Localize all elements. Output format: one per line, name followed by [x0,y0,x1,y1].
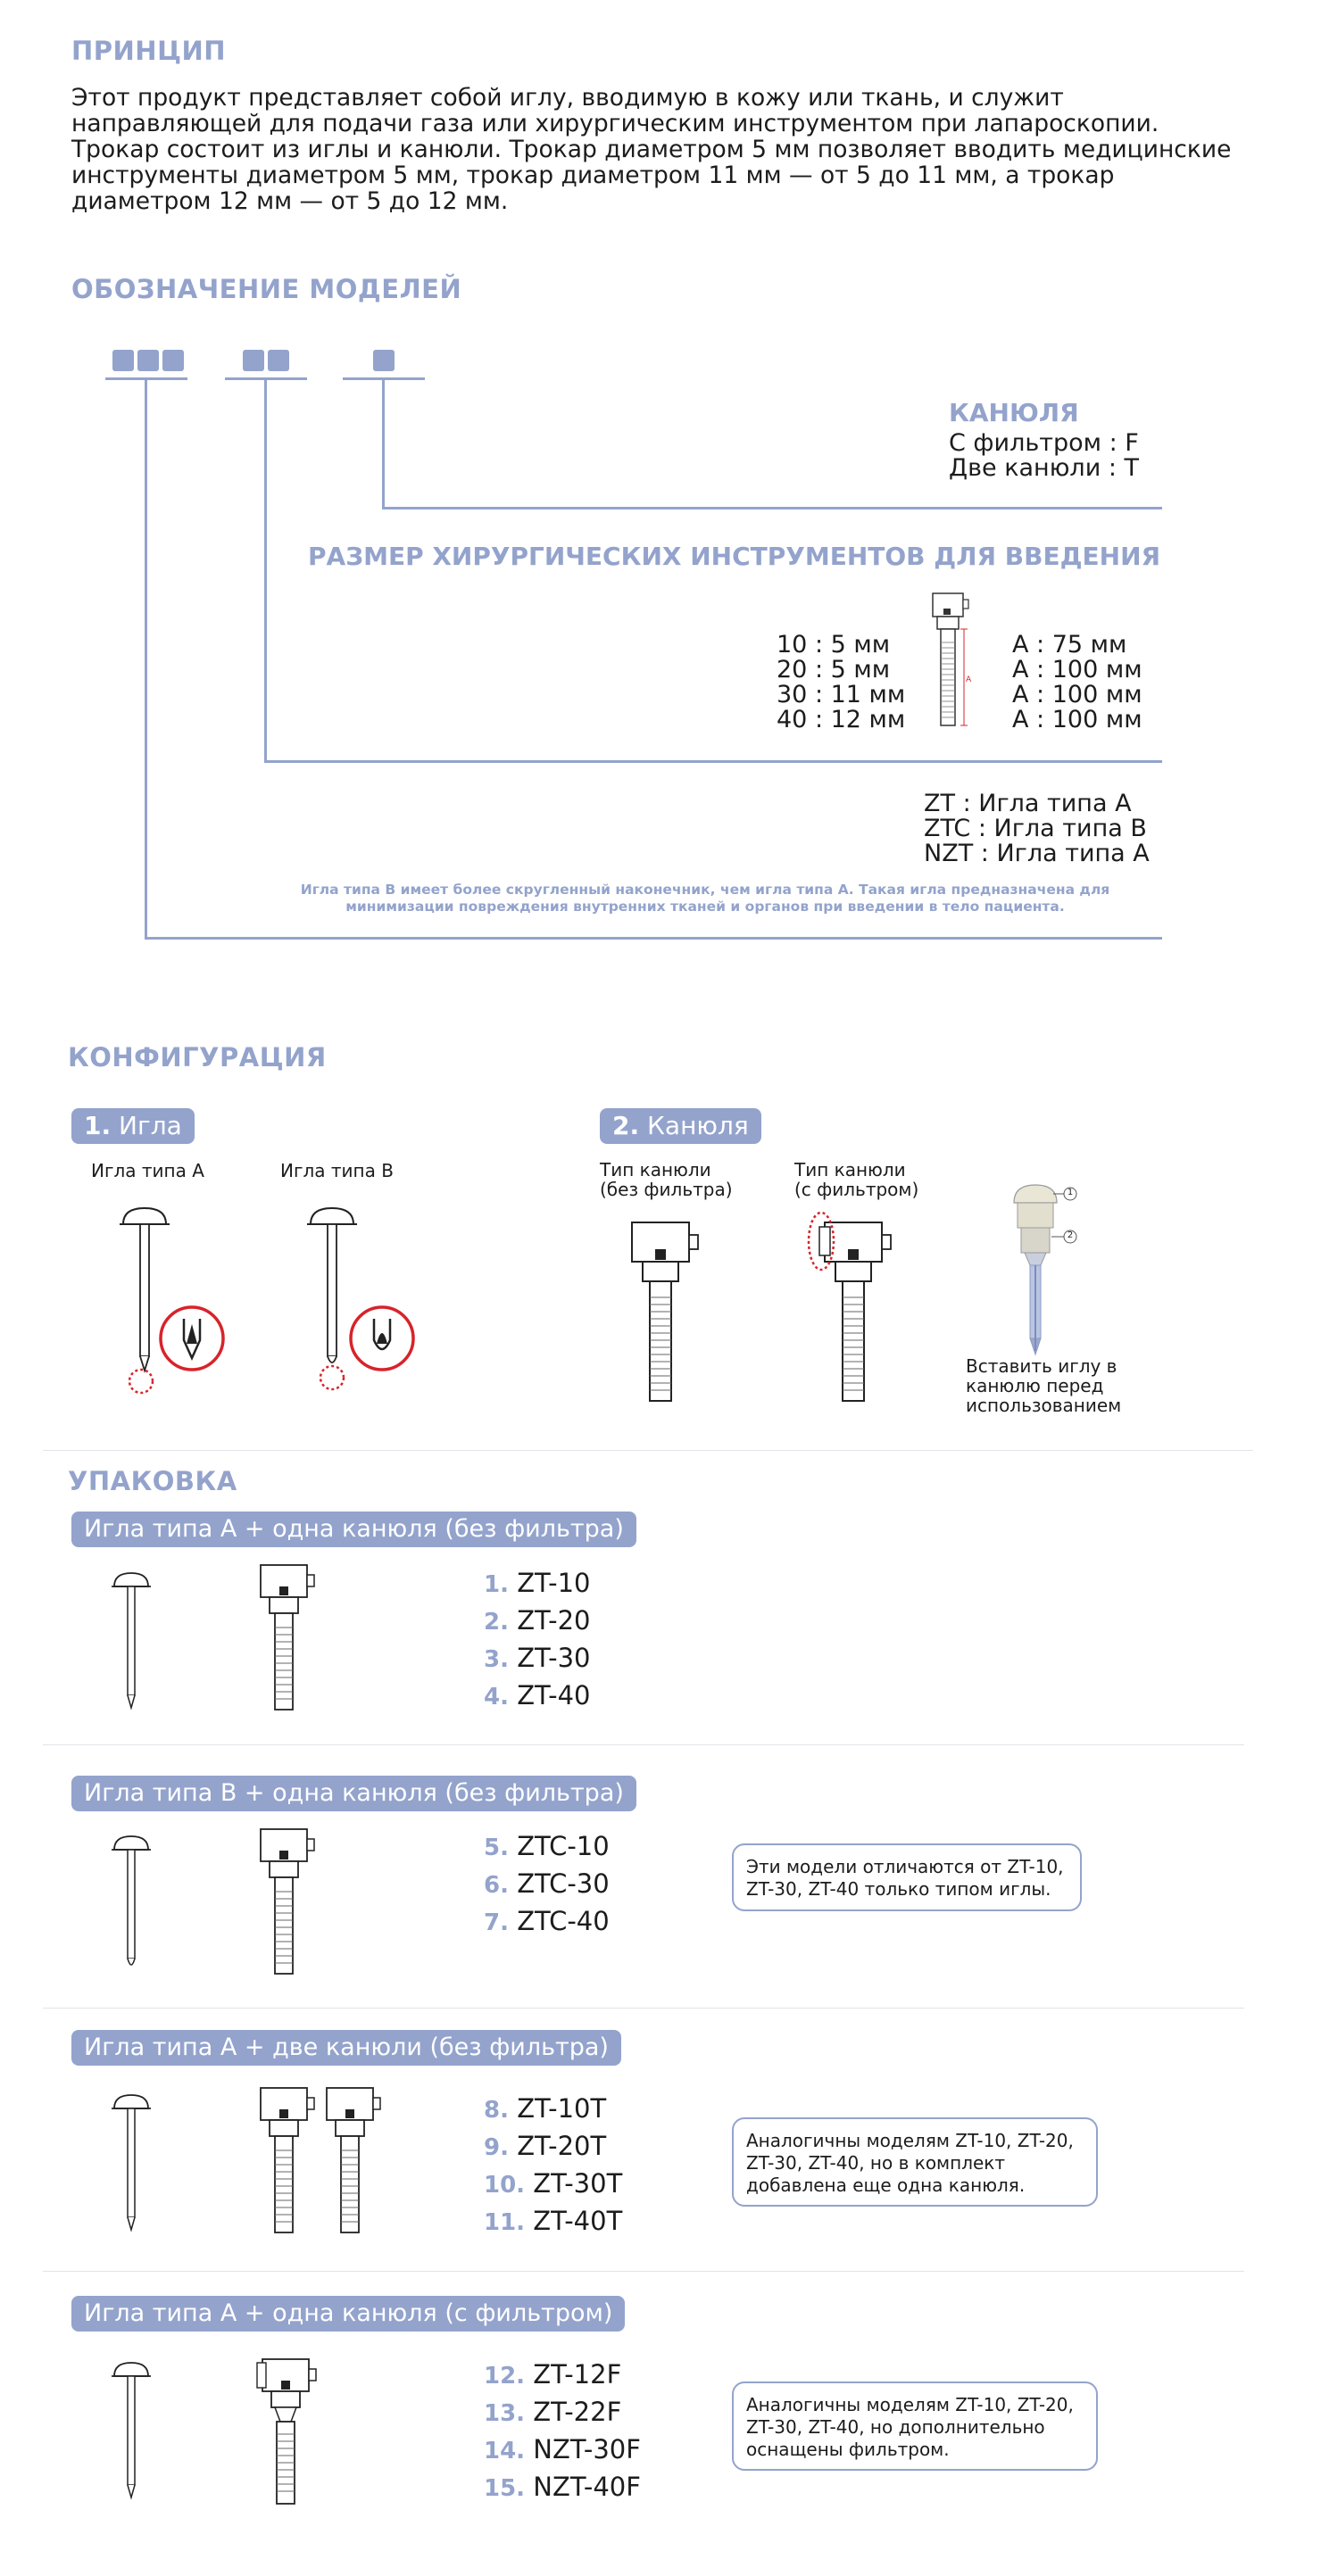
needle-a-label: Игла типа А [91,1160,204,1181]
cannula-pill-label: Канюля [647,1111,749,1140]
model-item [484,1868,610,1899]
needle-type-note: Игла типа В имеет более скругленный наконечник, чем игла типа А. Такая игла предназначена для минимизации повреждения внутренних тканей и органов при введении в тело пациента. [300,882,1110,915]
length-entry: А : 100 мм [1012,706,1142,733]
cannula-icon [255,1563,327,1713]
model-code: ZT-10 [517,1568,591,1598]
cannula-no-filter-label: Тип канюли (без фильтра) [600,1159,733,1200]
needle-type-line: ZTC : Игла типа В [924,815,1147,842]
size-entry: 30 : 11 мм [777,681,906,708]
package-note: Эти модели отличаются от ZT-10, ZT-30, ZT-40 только типом иглы. [732,1843,1082,1911]
needle-type-line: NZT : Игла типа А [924,840,1150,867]
model-number: 7. [484,1909,509,1936]
cannula-icon [321,2086,393,2236]
package-group-title: Игла типа А + одна канюля (с фильтром) [71,2296,625,2332]
model-number: 1. [484,1571,509,1598]
model-number: 9. [484,2134,509,2161]
model-number: 5. [484,1835,509,1861]
model-number: 2. [484,1609,509,1636]
model-number: 6. [484,1872,509,1899]
needle-b-icon [111,1834,155,1976]
packaging-title: УПАКОВКА [68,1466,237,1496]
package-group-title: Игла типа В + одна канюля (без фильтра) [71,1776,636,1811]
model-item [484,2131,606,2161]
size-entry: 40 : 12 мм [777,706,906,733]
length-entry: А : 100 мм [1012,656,1142,683]
model-code: NZT-40F [533,2472,641,2502]
section-divider [43,1744,1244,1745]
model-item [484,2168,622,2199]
code-box [112,350,134,371]
cannula-filter-label: Тип канюли (с фильтром) [794,1159,919,1200]
cannula-pill [600,1108,761,1144]
cannula-pill-number: 2. [612,1111,640,1140]
model-code: ZT-30T [533,2168,623,2199]
code-box [137,350,159,371]
section-divider [43,2271,1244,2272]
model-item [484,2093,606,2124]
needle-type-line: ZT : Игла типа А [924,790,1132,817]
needle-b-label: Игла типа В [280,1160,394,1181]
length-entry: А : 100 мм [1012,681,1142,708]
length-entry: А : 75 мм [1012,631,1127,658]
designation-title: ОБОЗНАЧЕНИЕ МОДЕЛЕЙ [71,274,462,304]
package-group-title: Игла типа А + одна канюля (без фильтра) [71,1512,636,1547]
needle-b-drawing [303,1205,420,1401]
model-code: ZT-40T [533,2206,623,2236]
package-note: Аналогичны моделям ZT-10, ZT-20, ZT-30, ZT-40, но в комплект добавлена еще одна канюля. [732,2117,1098,2207]
model-number: 13. [484,2400,526,2427]
cannula-designation-line: Две канюли : T [949,454,1139,482]
needle-a-drawing [116,1205,232,1401]
model-code: ZTC-10 [517,1831,610,1861]
connector-line [264,760,1162,763]
model-number: 8. [484,2097,509,2124]
connector-line [145,378,147,939]
model-number: 4. [484,1684,509,1710]
model-code: ZT-30 [517,1643,591,1673]
size-designation-title: РАЗМЕР ХИРУРГИЧЕСКИХ ИНСТРУМЕНТОВ ДЛЯ ВВЕДЕНИЯ [308,542,1161,571]
model-code: ZT-10T [517,2093,607,2124]
model-item [484,1831,610,1861]
code-box [268,350,289,371]
needle-a-icon [111,2360,155,2503]
connector-line [264,378,267,762]
assembled-trocar-image [1009,1180,1107,1358]
marker-2-label: 2 [1067,1230,1074,1240]
connector-line [382,507,1162,509]
model-item [484,1680,590,1710]
model-item [484,1906,610,1936]
model-item [484,2359,621,2390]
model-number: 3. [484,1646,509,1673]
model-number: 12. [484,2363,526,2390]
model-item [484,2206,622,2236]
model-code: ZT-40 [517,1680,591,1710]
cannula-filter-drawing [803,1207,910,1408]
model-code: ZTC-30 [517,1868,610,1899]
model-code: ZTC-40 [517,1906,610,1936]
cannula-filter-icon [250,2354,330,2510]
model-code: ZT-20T [517,2131,607,2161]
model-item [484,1605,590,1636]
section-divider [43,2008,1244,2009]
needle-pill [71,1108,195,1144]
model-item [484,1568,590,1598]
package-note: Аналогичны моделям ZT-10, ZT-20, ZT-30, ZT-40, но дополнительно оснащены фильтром. [732,2381,1098,2471]
size-entry: 10 : 5 мм [777,631,891,658]
model-number: 11. [484,2209,526,2236]
model-item [484,2434,641,2464]
cannula-designation-title: КАНЮЛЯ [949,398,1079,427]
section-divider [43,1450,1253,1451]
model-number: 14. [484,2438,526,2464]
code-box [162,350,184,371]
dimension-label: A [966,675,972,684]
model-number: 10. [484,2172,526,2199]
configuration-title: КОНФИГУРАЦИЯ [68,1042,327,1073]
needle-pill-label: Игла [119,1111,182,1140]
cannula-icon [255,1827,327,1977]
cannula-icon [255,2086,327,2236]
model-item [484,2397,621,2427]
principle-text: Этот продукт представляет собой иглу, вводимую в кожу или ткань, и служит направляющей для подачи газа или хирургическим инструментом при лапароскопии. Трокар состоит из иглы и канюли. Трокар диаметром 5 мм позволяет вводить медицинские инструменты диаметром 5 мм, трокар диаметром 11 мм — от 5 до 11 мм, а трокар диаметром 12 мм — от 5 до 12 мм. [71,84,1232,215]
trocar-dimension-drawing [919,589,973,732]
model-code: ZT-12F [533,2359,622,2390]
model-code: ZT-20 [517,1605,591,1636]
code-box [373,350,395,371]
model-number: 15. [484,2475,526,2502]
cannula-no-filter-drawing [625,1221,714,1408]
model-code: ZT-22F [533,2397,622,2427]
model-item [484,1643,590,1673]
connector-line [145,937,1162,940]
insert-needle-text: Вставить иглу в канюлю перед использованием [966,1355,1122,1416]
needle-a-icon [111,2092,155,2235]
principle-title: ПРИНЦИП [71,36,227,66]
connector-line [382,378,385,509]
marker-1-label: 1 [1067,1188,1074,1197]
package-group-title: Игла типа А + две канюли (без фильтра) [71,2030,621,2066]
cannula-designation-line: С фильтром : F [949,429,1139,457]
needle-a-icon [111,1570,155,1713]
model-item [484,2472,641,2502]
model-code: NZT-30F [533,2434,641,2464]
needle-pill-number: 1. [84,1111,112,1140]
size-entry: 20 : 5 мм [777,656,891,683]
code-box [243,350,264,371]
